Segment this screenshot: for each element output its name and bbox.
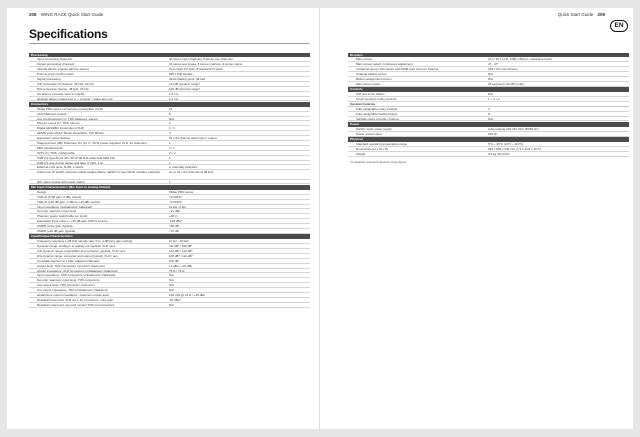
section-header: Mic Input Characteristics (Mic Input to Analog Output)	[29, 185, 310, 190]
spec-label: Dynamic range, analog in to analog out (typical), XLR / aux	[37, 244, 116, 249]
spec-label: Non-clip maximum input level, TRS connectors	[37, 278, 100, 283]
spec-value: 75 Ω / 75 Ω	[169, 268, 185, 273]
spec-label: AES50 ports (Klark Teknik SuperMAC, 100 Mbit/s)	[37, 131, 104, 136]
spec-label: Crosstalk rejection at 1 kHz, adjacent channels	[37, 258, 100, 263]
left-running-title: WING RACK Quick Start Guide	[40, 12, 104, 17]
spec-value: 100 dB	[169, 258, 179, 263]
spec-row	[348, 152, 629, 157]
spec-label: Main stereo meter	[356, 81, 381, 86]
spec-label: Power consumption	[356, 131, 383, 136]
spec-value: 1 / 1	[169, 145, 175, 150]
spec-value: 47 - 47°	[488, 62, 499, 67]
spec-label: Residual noise level, aux and monitor TRS out connectors	[37, 302, 115, 307]
spec-value: +4 dBu / +21 dBu	[169, 263, 193, 268]
spec-label: I/O latency (console input to output)	[37, 91, 85, 96]
spec-value: 100 mW @ 15 Ω / +18 dBu	[169, 293, 206, 297]
spec-value: N/A	[169, 278, 175, 283]
spec-label: Residual noise level, XLR out 1-16 connectors, unity gain	[37, 297, 114, 302]
spec-label: Phantom power (switchable per input)	[37, 214, 88, 219]
right-spec-table	[348, 52, 629, 164]
spec-value: 18 segment (-60 dB to clip)	[488, 81, 525, 86]
spec-label: A/D dynamic range, preamplifier and converter (typical), XLR / aux	[37, 249, 126, 253]
spec-value: N/A	[169, 116, 175, 121]
spec-value: 2, internally switched	[169, 165, 197, 170]
spec-label: Phones output (¼" TRS, stereo)	[37, 121, 80, 126]
spec-label: 100 mm motor faders	[356, 92, 385, 97]
spec-label: Design	[37, 189, 47, 194]
spec-value: 16 stereo aux buses, 8 stereo matrices, 4 stereo mains	[169, 62, 243, 67]
spec-row	[348, 117, 629, 122]
spec-label: USB 2.0 type-B (via 48 x 48 ch 48 kHz audio and MIDI I/O)	[37, 155, 116, 160]
spec-label: Signal processing	[37, 76, 61, 81]
spec-value: +21 dBu	[169, 209, 181, 214]
subsection-header: Custom Controls	[348, 102, 629, 107]
spec-row	[348, 82, 629, 87]
spec-value: Auto-ranging 100-240 VAC (50/60 Hz)	[488, 126, 539, 131]
right-running-title: Quick Start Guide	[557, 12, 594, 17]
spec-label: A/D conversion (8-channel, 48 kHz, 24-bit)	[37, 81, 94, 86]
spec-value: 9.5 kg (20.9 lbs)	[488, 151, 510, 156]
spec-label: Bottom assignment screen	[356, 76, 392, 81]
spec-label: Switch-mode power supply	[356, 126, 392, 131]
spec-label: IEC mains socket with power switch	[37, 179, 85, 184]
spec-value: 500 x 500 signals	[169, 72, 193, 76]
spec-value: Midas PRO series	[169, 189, 194, 194]
spec-label: MIDI inputs/outputs	[37, 145, 63, 150]
spec-label: USB 2.0 type-A host (audio and data, 5 VDC, 1 A)	[37, 160, 104, 165]
spec-value: 10 kΩ / 2 kΩ	[169, 204, 186, 209]
spec-label: Ethernet LAN ports, RJ45, 1 Gbit/s	[37, 165, 84, 170]
spec-label: Fully assignable rotary controls	[356, 106, 398, 111]
right-page-number: 209	[597, 12, 605, 17]
right-page	[320, 8, 633, 429]
spec-value: 112 dB* / 110 dB*	[169, 249, 193, 253]
spec-label: D/A dynamic range, converter and output (typical), XLR / aux	[37, 253, 118, 258]
spec-value: 10.1" TFT LCD, 1280 x 800 px, capacitive touch	[488, 57, 552, 62]
spec-value: 1 + 4 + 1	[488, 97, 500, 101]
spec-value: 114 dB dynamic range*	[169, 81, 200, 86]
spec-value: N/A	[169, 302, 175, 307]
spec-value: N/A	[169, 283, 175, 288]
spec-value: 111 dB* / 106 dB*	[169, 244, 193, 249]
title-rule	[29, 43, 309, 44]
spec-value: N/A	[488, 72, 494, 76]
spec-label: Input impedance, TRS connectors (unbalanced / balanced)	[37, 273, 116, 278]
spec-value: 128 x 64 monochrome	[488, 67, 518, 72]
spec-label: Output impedance, XLR connectors (unbalanced / balanced)	[37, 268, 118, 273]
spec-value: 1	[169, 141, 171, 145]
spec-label: Standard operating temperature range	[356, 142, 408, 146]
spec-label: Output processing channels	[37, 62, 75, 67]
spec-label: Output level, XLR connectors (nominal / maximum)	[37, 263, 105, 268]
spec-value: -128 dBu*	[169, 219, 183, 224]
spec-value: 1.2 ms	[169, 96, 179, 101]
spec-value: 40-bit floating point, 48 kHz	[169, 76, 206, 81]
spec-value: N/A	[488, 116, 494, 121]
spec-value: 2	[169, 121, 171, 126]
spec-row	[29, 170, 310, 179]
spec-label: Midas PRO-series microphone preamplifier (XLR)	[37, 106, 104, 111]
spec-label: Main screen select, continuous adjustment	[356, 62, 413, 67]
spec-label: Point-to-point routing matrix	[37, 72, 74, 76]
spec-value: 1 / 1	[169, 126, 175, 131]
spec-value: 8	[488, 111, 490, 116]
spec-value: 1	[169, 160, 171, 165]
footnote: *A-weighted measured dynamic range figures	[350, 159, 407, 164]
section-header: Power	[348, 122, 629, 127]
spec-label: Aux inputs/outputs (¼" TRS balanced, stereo)	[37, 116, 98, 121]
section-header: Physical	[348, 137, 629, 142]
spec-value: N/A	[488, 76, 494, 81]
spec-value: 5°C – 45°C (41°F – 113°F)	[488, 142, 524, 146]
spec-value: +48 V	[169, 214, 177, 219]
spec-label: XLR balanced outputs	[37, 111, 67, 116]
spec-label: Frequency response (+48 kHz sample rate, 0 to -1 dB (any gain setting)	[37, 239, 133, 244]
spec-value: 24	[169, 106, 173, 111]
spec-value: <0.004%*	[169, 199, 183, 204]
spec-value: 1	[169, 155, 171, 160]
spec-value: N/A	[488, 92, 494, 97]
spec-value: >50 dB	[169, 224, 179, 228]
section-header: Connectors	[29, 102, 310, 107]
spec-label: Internal effects engines (all true stereo)	[37, 67, 89, 72]
section-header: Processing	[29, 53, 310, 58]
spec-value: 1.6 ms	[169, 91, 179, 96]
left-page	[7, 8, 320, 429]
page-title: Specifications	[29, 27, 108, 41]
spec-row	[29, 303, 310, 308]
left-page-number: 208	[29, 12, 37, 17]
spec-label: Fully assignable backlit buttons	[356, 111, 398, 116]
spec-label: Digital AES/EBU input/output (XLR)	[37, 126, 85, 131]
spec-value: <0.004%*	[169, 194, 183, 199]
spec-value: 3	[169, 131, 171, 136]
spec-value: 4	[488, 106, 490, 111]
spec-label: D/A conversion (stereo, 48 kHz, 24-bit)	[37, 86, 89, 91]
spec-value: 2 x 2	[169, 150, 176, 155]
spec-value: Up to 64 x 64 channels at 48 kHz	[169, 170, 214, 175]
left-spec-table	[29, 52, 310, 308]
spec-label: GPIO (¼" TRS, configurable	[37, 150, 75, 155]
spec-label: Touch sensitive rotary controls	[356, 97, 397, 101]
spec-label: Aux output impedance, TRS (unbalanced / balanced)	[37, 288, 108, 293]
spec-label: Weight	[356, 151, 366, 156]
spec-value: 8 premium FX slots, 8 standard FX slots	[169, 67, 223, 72]
spec-value: >70 dB	[169, 228, 179, 233]
spec-row	[29, 97, 310, 102]
spec-row	[29, 229, 310, 234]
spec-value: N/A	[169, 273, 175, 278]
left-page-header	[29, 12, 104, 17]
spec-value: 108 dB* / 112 dB*	[169, 253, 193, 258]
right-page-header	[558, 12, 605, 17]
spec-label: 4-channel group LCD screen with RGB color strip per channel	[356, 67, 439, 72]
spec-row	[29, 180, 310, 185]
spec-label: CMRR (Unity gain (typical)	[37, 224, 73, 228]
spec-value: 40 stereo input channels, 8 stereo aux channels	[169, 57, 233, 62]
spec-label: THD+N (+40 dB gain, 0 dBu to +20 dBu output)	[37, 199, 101, 204]
spec-label: Non-clip maximum input level	[37, 209, 77, 214]
spec-label: Audio over IP (AoIP) optional module socket (Dante, AES67 or SoundGrid modules optional)	[37, 170, 160, 175]
spec-label: Network latency (stage box in > console > stage box out)	[37, 96, 113, 101]
spec-value: N/A	[169, 288, 175, 293]
spec-label: THD+N (0 dB gain, 0 dBu output)	[37, 194, 82, 199]
spec-value: -87 dBu*	[169, 297, 181, 302]
spec-label: Headphone output impedance / maximum output level	[37, 293, 109, 297]
spec-label: StageConnect (48V Phantom) I/O (12 V / 18 W power supplied, XLR, 32 channels)	[37, 141, 147, 145]
spec-label: Input processing channels	[37, 57, 72, 62]
document-spread	[7, 8, 633, 429]
spec-label: Dimensions (H x W x D)	[356, 146, 389, 151]
section-header: Controls	[348, 87, 629, 92]
spec-value: 1	[169, 179, 171, 184]
language-badge: EN	[610, 20, 628, 32]
spec-label: Expansion card interface	[37, 136, 71, 141]
spec-label: Equivalent input noise (+ +45 dB gain (150 Ω source)	[37, 219, 108, 224]
spec-label: Channel editing screen	[356, 72, 387, 76]
spec-value: 100 W	[488, 131, 497, 136]
section-header: Input/Output Characteristics	[29, 234, 310, 239]
spec-label: Variable rotary controls / buttons	[356, 116, 399, 121]
spec-value: 10 Hz - 20 kHz	[169, 239, 189, 244]
spec-value: 64 x 64 channel audio input / output	[169, 136, 217, 141]
spec-value: 183 x 526 x 436 mm (7.2 x 12.8 x 19.7")	[488, 146, 542, 151]
spec-row	[348, 132, 629, 137]
spec-value: 120 dB dynamic range*	[169, 86, 201, 91]
section-header: Displays	[348, 53, 629, 58]
spec-label: Input impedance (unbalanced / balanced)	[37, 204, 93, 209]
spec-label: Main screen	[356, 57, 373, 62]
spec-value: 8	[169, 111, 171, 116]
spec-label: CMRR (+40 dB gain (typical)	[37, 228, 76, 233]
spec-label: Aux output level, TRS (nominal / maximum)	[37, 283, 95, 288]
